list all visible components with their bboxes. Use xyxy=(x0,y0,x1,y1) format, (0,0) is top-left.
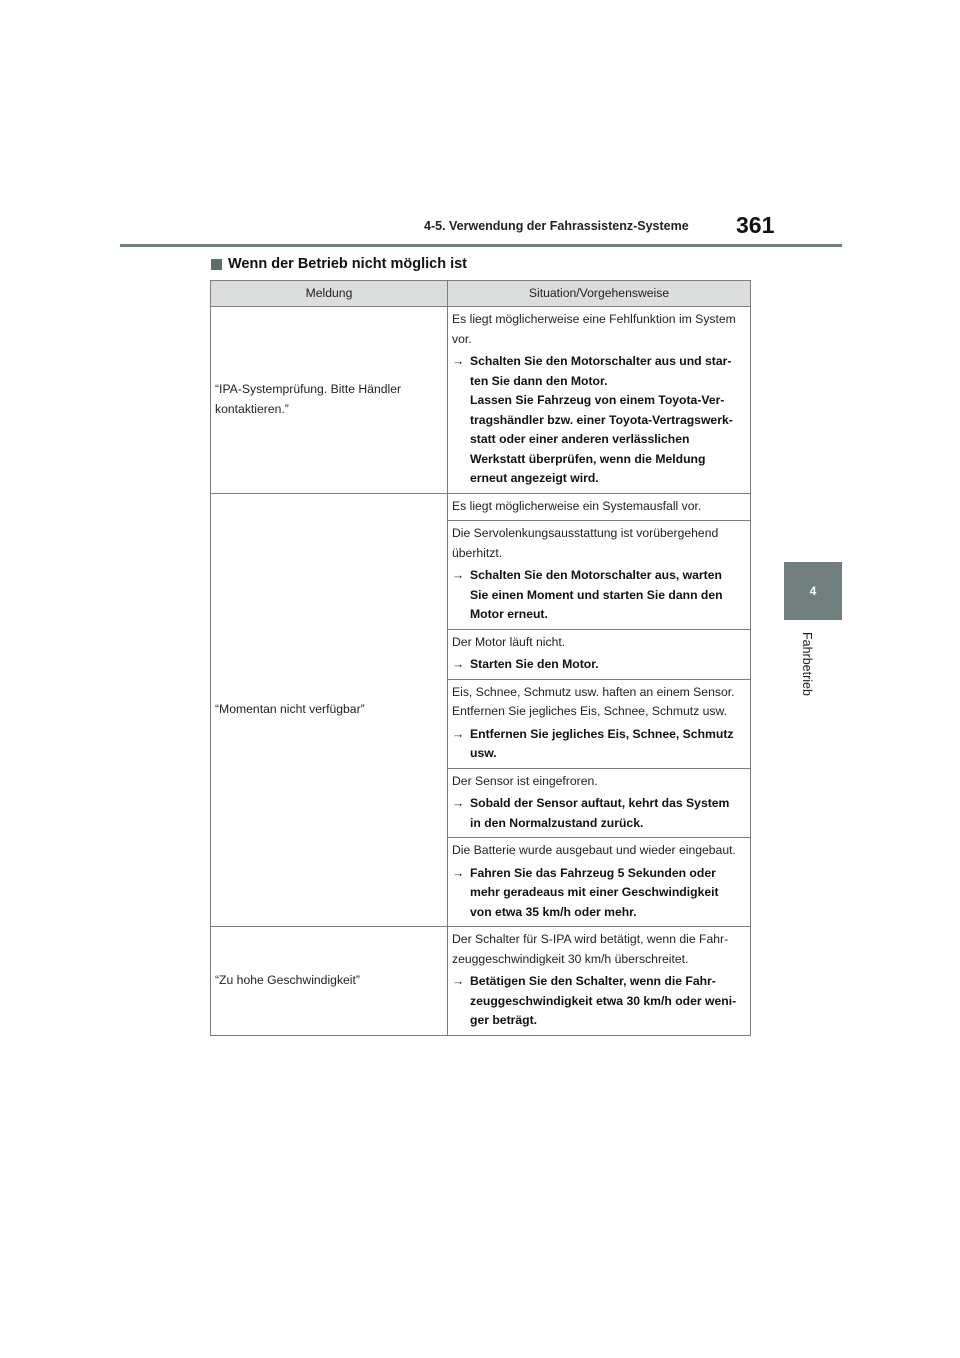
message-cell xyxy=(211,927,448,1036)
action-text: Fahren Sie das Fahrzeug 5 Sekunden oder mehr geradeaus mit einer Geschwindigkeit von etwa 35 km/h oder mehr. xyxy=(470,865,719,919)
situation-text: Eis, Schnee, Schmutz usw. haften an einem Sensor. Entfernen Sie jegliches Eis, Schnee, Schmutz usw. xyxy=(452,684,735,718)
situation-text: Der Motor läuft nicht. xyxy=(452,634,566,649)
section-heading xyxy=(211,256,467,272)
arrow-right-icon: → xyxy=(452,657,465,671)
column-header-message: Meldung xyxy=(211,281,448,307)
action-line xyxy=(452,794,746,833)
situation-block xyxy=(448,307,750,493)
situation-cell xyxy=(448,493,751,927)
action-text: Entfernen Sie jegliches Eis, Schnee, Schmutz usw. xyxy=(470,726,734,760)
message-table xyxy=(210,280,751,1036)
situation-block xyxy=(448,838,750,926)
action-text: Schalten Sie den Motorschalter aus, warten Sie einen Moment und starten Sie dann den Motor erneut. xyxy=(470,568,723,621)
action-line xyxy=(452,655,746,675)
square-bullet-icon xyxy=(211,259,222,270)
arrow-right-icon: → xyxy=(452,726,465,741)
column-header-situation: Situation/Vorgehensweise xyxy=(448,281,751,307)
arrow-right-icon: → xyxy=(452,865,465,880)
message-text: “IPA-Systemprüfung. Bitte Händler kontaktieren.” xyxy=(215,382,402,416)
situation-block xyxy=(448,630,750,680)
situation-text: Der Sensor ist eingefroren. xyxy=(452,773,598,788)
page-number: 361 xyxy=(736,212,775,238)
table-row xyxy=(211,927,751,1036)
situation-block xyxy=(448,680,750,769)
table-row xyxy=(211,493,751,927)
message-cell xyxy=(211,493,448,927)
situation-text: Es liegt möglicherweise eine Fehlfunktion im System vor. xyxy=(452,312,736,346)
chapter-tab: 4 xyxy=(784,562,842,620)
situation-text: Die Batterie wurde ausgebaut und wieder eingebaut. xyxy=(452,843,736,857)
message-text: “Momentan nicht verfügbar” xyxy=(215,702,365,716)
section-heading-text: Wenn der Betrieb nicht möglich ist xyxy=(228,256,468,272)
table-row xyxy=(211,307,751,494)
action-line xyxy=(452,864,746,923)
action-text: Schalten Sie den Motorschalter aus und star- ten Sie dann den Motor. Lassen Sie Fahrzeug von einem Toyota-Ver- tragshändler bzw. einer Toyota-Vertragswerk- statt oder einer anderen verlässlichen Werkstatt überprüfen, wenn die Meldung erneut angezeigt wird. xyxy=(470,354,733,485)
action-line xyxy=(452,972,746,1031)
arrow-right-icon: → xyxy=(452,568,465,582)
action-line xyxy=(452,352,746,489)
situation-text: Die Servolenkungsausstattung ist vorübergehend überhitzt. xyxy=(452,526,719,560)
situation-cell xyxy=(448,927,751,1036)
running-header-section-title: 4-5. Verwendung der Fahrassistenz-Systeme xyxy=(424,219,689,233)
action-line xyxy=(452,566,746,625)
message-cell xyxy=(211,307,448,494)
action-text: Betätigen Sie den Schalter, wenn die Fahr- zeuggeschwindigkeit etwa 30 km/h oder weni- ger beträgt. xyxy=(470,974,737,1027)
situation-text: Der Schalter für S-IPA wird betätigt, wenn die Fahr- zeuggeschwindigkeit 30 km/h überschreitet. xyxy=(452,932,729,966)
situation-block xyxy=(448,927,750,1035)
situation-cell xyxy=(448,307,751,494)
arrow-right-icon: → xyxy=(452,354,465,368)
situation-block xyxy=(448,494,750,522)
table-header-row xyxy=(211,281,751,307)
arrow-right-icon: → xyxy=(452,974,465,988)
action-line xyxy=(452,725,746,764)
situation-text: Es liegt möglicherweise ein Systemausfall vor. xyxy=(452,498,702,513)
arrow-right-icon: → xyxy=(452,796,465,810)
action-text: Sobald der Sensor auftaut, kehrt das System in den Normalzustand zurück. xyxy=(470,796,730,830)
header-divider xyxy=(120,244,842,247)
action-text: Starten Sie den Motor. xyxy=(470,657,599,671)
situation-block xyxy=(448,521,750,630)
chapter-label: Fahrbetrieb xyxy=(800,632,814,696)
situation-block xyxy=(448,769,750,839)
message-text: “Zu hohe Geschwindigkeit” xyxy=(215,973,360,987)
